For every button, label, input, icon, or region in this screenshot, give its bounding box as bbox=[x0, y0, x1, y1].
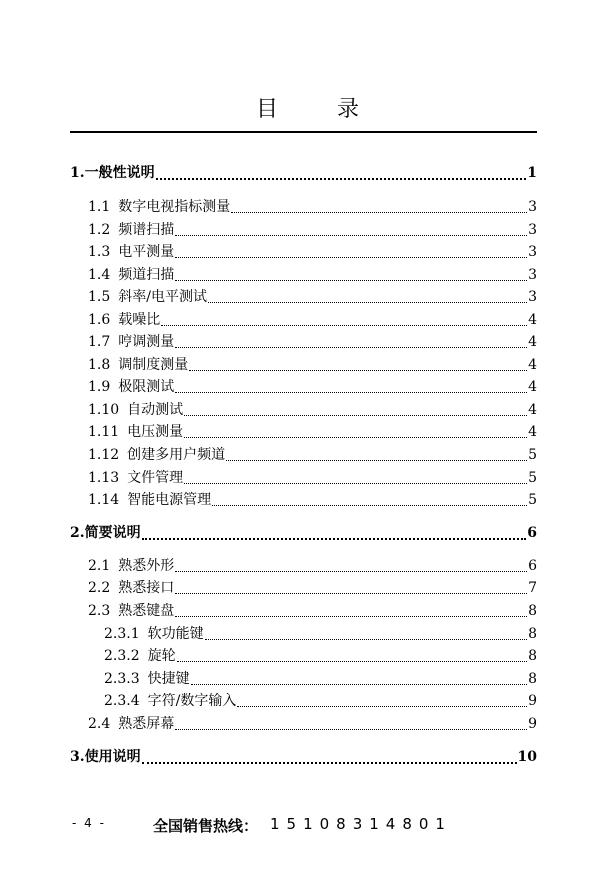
toc-entry-number: 1.7 bbox=[88, 334, 111, 350]
toc-entry-label: 调制度测量 bbox=[118, 357, 189, 373]
toc-entry-label: 斜率/电平测试 bbox=[118, 289, 207, 305]
toc-entry-number: 2.2 bbox=[88, 580, 111, 596]
toc-entry-section[interactable] bbox=[88, 243, 537, 261]
page-number: - 4 - bbox=[72, 816, 106, 830]
toc-entry-number: 1.12 bbox=[88, 447, 120, 463]
toc-entry-label: 频道扫描 bbox=[118, 267, 175, 283]
toc-entry-number: 2.3 bbox=[88, 603, 111, 619]
toc-entry-number: 2. bbox=[70, 525, 85, 541]
toc-entry-chapter[interactable] bbox=[70, 524, 537, 542]
toc-leader-dots bbox=[175, 615, 527, 617]
toc-entry-section[interactable] bbox=[88, 401, 537, 419]
page-title: 目 录 bbox=[256, 97, 385, 122]
toc-entry-section[interactable] bbox=[88, 557, 537, 575]
toc-entry-number: 1.3 bbox=[88, 244, 111, 260]
toc-entry-subsection[interactable] bbox=[104, 670, 537, 688]
toc-leader-dots bbox=[184, 414, 527, 416]
toc-entry-section[interactable] bbox=[88, 266, 537, 284]
toc-entry-section[interactable] bbox=[88, 221, 537, 239]
toc-leader-dots bbox=[184, 482, 527, 484]
toc-entry-number: 2.1 bbox=[88, 558, 111, 574]
toc-entry-label: 创建多用户频道 bbox=[127, 447, 226, 463]
toc-entry-subsection[interactable] bbox=[104, 647, 537, 665]
toc-entry-label: 字符/数字输入 bbox=[147, 693, 237, 709]
toc-entry-page: 5 bbox=[528, 447, 537, 463]
toc-entry-page: 9 bbox=[528, 693, 537, 709]
toc-leader-dots bbox=[175, 346, 527, 348]
toc-entry-section[interactable] bbox=[88, 288, 537, 306]
toc-entry-number: 1. bbox=[70, 165, 85, 181]
toc-entry-page: 5 bbox=[528, 492, 537, 508]
toc-entry-page: 3 bbox=[528, 244, 537, 260]
toc-entry-number: 1.2 bbox=[88, 222, 111, 238]
toc-entry-label: 熟悉屏幕 bbox=[118, 716, 175, 732]
toc-entry-section[interactable] bbox=[88, 446, 537, 464]
toc-entry-label: 文件管理 bbox=[127, 470, 184, 486]
toc-entry-page: 4 bbox=[528, 357, 537, 373]
toc-entry-number: 1.4 bbox=[88, 267, 111, 283]
toc-leader-dots bbox=[191, 683, 527, 685]
toc-entry-chapter[interactable] bbox=[70, 164, 537, 182]
toc-entry-label: 旋轮 bbox=[147, 648, 176, 664]
toc-entry-page: 10 bbox=[517, 749, 537, 765]
toc-entry-section[interactable] bbox=[88, 579, 537, 597]
toc-entry-label: 数字电视指标测量 bbox=[118, 199, 231, 215]
toc-entry-page: 9 bbox=[528, 716, 537, 732]
toc-entry-section[interactable] bbox=[88, 423, 537, 441]
toc-entry-label: 电压测量 bbox=[127, 424, 184, 440]
toc-entry-page: 4 bbox=[528, 334, 537, 350]
toc-entry-page: 4 bbox=[528, 424, 537, 440]
toc-entry-subsection[interactable] bbox=[104, 692, 537, 710]
toc-leader-dots bbox=[175, 279, 527, 281]
toc-leader-dots bbox=[208, 301, 527, 303]
toc-entry-page: 1 bbox=[527, 165, 537, 181]
toc-entry-page: 7 bbox=[528, 580, 537, 596]
toc-entry-label: 电平测量 bbox=[118, 244, 175, 260]
toc-entry-page: 4 bbox=[528, 402, 537, 418]
toc-leader-dots bbox=[175, 570, 527, 572]
toc-entry-page: 6 bbox=[527, 525, 537, 541]
toc-entry-page: 6 bbox=[528, 558, 537, 574]
toc-entry-number: 2.3.3 bbox=[104, 671, 140, 687]
hotline-number: 15108314801 bbox=[270, 815, 452, 833]
toc-entry-label: 熟悉接口 bbox=[118, 580, 175, 596]
toc-entry-number: 1.13 bbox=[88, 470, 120, 486]
toc-entry-section[interactable] bbox=[88, 378, 537, 396]
toc-entry-section[interactable] bbox=[88, 491, 537, 509]
toc-entry-section[interactable] bbox=[88, 198, 537, 216]
toc-entry-subsection[interactable] bbox=[104, 625, 537, 643]
toc-entry-number: 3. bbox=[70, 749, 85, 765]
toc-entry-section[interactable] bbox=[88, 333, 537, 351]
toc-entry-page: 4 bbox=[528, 312, 537, 328]
toc-entry-number: 1.9 bbox=[88, 379, 111, 395]
toc-leader-dots bbox=[175, 234, 527, 236]
toc-entry-number: 2.4 bbox=[88, 716, 111, 732]
toc-entry-number: 1.10 bbox=[88, 402, 120, 418]
toc-entry-section[interactable] bbox=[88, 602, 537, 620]
toc-entry-number: 2.3.2 bbox=[104, 648, 140, 664]
toc-leader-dots bbox=[175, 256, 527, 258]
toc-entry-label: 自动测试 bbox=[127, 402, 184, 418]
toc-leader-dots bbox=[226, 459, 527, 461]
hotline-label: 全国销售热线： bbox=[153, 817, 259, 835]
toc-entry-page: 3 bbox=[528, 199, 537, 215]
toc-leader-dots bbox=[184, 436, 527, 438]
toc-entry-page: 3 bbox=[528, 222, 537, 238]
toc-entry-number: 1.14 bbox=[88, 492, 120, 508]
toc-entry-label: 一般性说明 bbox=[84, 165, 155, 181]
toc-leader-dots bbox=[212, 504, 527, 506]
toc-entry-page: 5 bbox=[528, 470, 537, 486]
toc-leader-dots bbox=[205, 638, 527, 640]
toc-entry-label: 极限测试 bbox=[118, 379, 175, 395]
toc-entry-section[interactable] bbox=[88, 715, 537, 733]
toc-entry-number: 2.3.1 bbox=[104, 626, 140, 642]
toc-entry-number: 1.5 bbox=[88, 289, 111, 305]
toc-leader-dots bbox=[231, 211, 527, 213]
page-footer bbox=[0, 815, 615, 835]
toc-leader-dots bbox=[142, 537, 527, 540]
toc-entry-label: 智能电源管理 bbox=[127, 492, 212, 508]
toc-leader-dots bbox=[175, 391, 527, 393]
toc-leader-dots bbox=[142, 761, 517, 764]
toc-entry-label: 快捷键 bbox=[147, 671, 190, 687]
toc-entry-number: 1.6 bbox=[88, 312, 111, 328]
toc-entry-number: 2.3.4 bbox=[104, 693, 140, 709]
toc-leader-dots bbox=[237, 705, 527, 707]
toc-entry-label: 软功能键 bbox=[147, 626, 204, 642]
toc-entry-page: 8 bbox=[528, 671, 537, 687]
toc-leader-dots bbox=[175, 728, 527, 730]
toc-entry-number: 1.8 bbox=[88, 357, 111, 373]
toc-entry-label: 简要说明 bbox=[84, 525, 141, 541]
toc-entry-page: 3 bbox=[528, 267, 537, 283]
toc-entry-section[interactable] bbox=[88, 356, 537, 374]
toc-entry-page: 8 bbox=[528, 648, 537, 664]
toc-entry-page: 8 bbox=[528, 626, 537, 642]
toc-entry-label: 熟悉键盘 bbox=[118, 603, 175, 619]
toc-leader-dots bbox=[175, 592, 527, 594]
toc-leader-dots bbox=[161, 324, 527, 326]
toc-entry-number: 1.1 bbox=[88, 199, 111, 215]
toc-entry-label: 使用说明 bbox=[84, 749, 141, 765]
toc-entry-page: 4 bbox=[528, 379, 537, 395]
toc-entry-label: 哼调测量 bbox=[118, 334, 175, 350]
toc-entry-chapter[interactable] bbox=[70, 748, 537, 766]
toc-entry-label: 频谱扫描 bbox=[118, 222, 175, 238]
toc-entry-label: 熟悉外形 bbox=[118, 558, 175, 574]
toc-entry-section[interactable] bbox=[88, 469, 537, 487]
toc-leader-dots bbox=[189, 369, 527, 371]
toc-leader-dots bbox=[177, 660, 527, 662]
toc-entry-page: 3 bbox=[528, 289, 537, 305]
toc-entry-page: 8 bbox=[528, 603, 537, 619]
toc-leader-dots bbox=[156, 177, 527, 180]
toc-entry-section[interactable] bbox=[88, 311, 537, 329]
toc-entry-number: 1.11 bbox=[88, 424, 120, 440]
toc-entry-label: 载噪比 bbox=[118, 312, 161, 328]
